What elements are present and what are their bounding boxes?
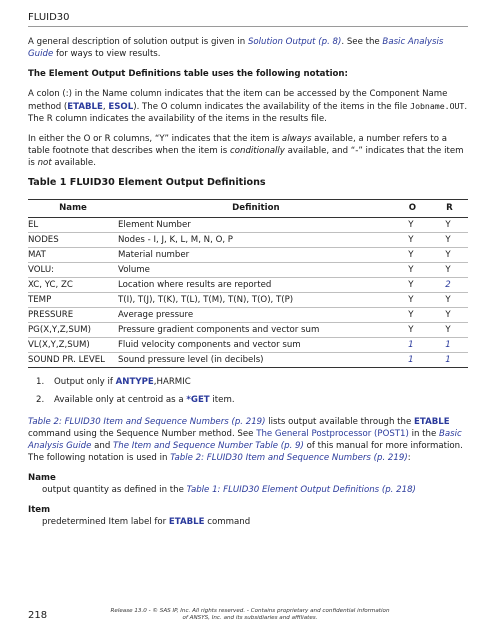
footnote-number: 2. — [36, 395, 45, 405]
link-basic-analysis-guide[interactable]: Basic Analysis Guide — [28, 429, 462, 451]
link-esol-command[interactable]: ESOL — [108, 102, 134, 112]
text-span: ,HARMIC — [153, 377, 191, 387]
footnote-number: 1. — [36, 377, 45, 387]
running-header-title: FLUID30 — [28, 12, 70, 23]
text-span: for ways to view results. — [53, 49, 161, 59]
text-span: : — [407, 453, 411, 463]
link-text: Table 1: FLUID30 Element Output Definitions — [186, 485, 380, 495]
page-content — [28, 36, 468, 536]
item-sequence-paragraph — [28, 416, 468, 464]
link-item-sequence-table[interactable] — [113, 441, 304, 451]
text-span: A colon (:) in the Name column indicates that the item can be accessed by the Component Name method ( — [28, 89, 448, 112]
intro-paragraph-3 — [28, 88, 468, 125]
cell-o: Y — [394, 218, 431, 233]
page-number: 218 — [28, 610, 48, 621]
element-output-table — [28, 199, 468, 368]
emphasis-conditionally: conditionally — [230, 146, 285, 156]
cell-name: XC, YC, ZC — [28, 278, 118, 293]
text-span: A general description of solution output is given in — [28, 37, 248, 47]
text-span: lists output available through the — [265, 417, 414, 427]
definition-desc-item — [42, 516, 468, 528]
table-row — [28, 323, 468, 338]
cell-definition: Location where results are reported — [118, 278, 394, 293]
text-span: , — [102, 102, 109, 112]
cell-definition: Sound pressure level (in decibels) — [118, 353, 394, 368]
footer-copyright — [110, 608, 390, 622]
link-etable-command[interactable]: ETABLE — [168, 517, 205, 527]
text-span: available, a number refers to a table footnote that describes when the item is — [28, 134, 448, 156]
cell-r-footnote-link[interactable]: 1 — [431, 338, 468, 353]
text-span: of this manual for more information. The following notation is used in — [28, 441, 463, 463]
text-span: Output only if — [54, 377, 116, 387]
footnote-1 — [36, 376, 468, 388]
table-row — [28, 293, 468, 308]
cell-r-footnote-link[interactable]: 2 — [431, 278, 468, 293]
link-text: Table 2: FLUID30 Item and Sequence Numbers — [28, 417, 229, 427]
intro-paragraph-4 — [28, 133, 468, 169]
cell-name: VOLU: — [28, 263, 118, 278]
definition-desc-name — [42, 484, 468, 496]
footer-line-2: of ANSYS, Inc. and its subsidiaries and affiliates. — [182, 615, 318, 621]
cell-name: PG(X,Y,Z,SUM) — [28, 323, 118, 338]
link-etable-command[interactable]: ETABLE — [414, 417, 450, 427]
header-r: R — [431, 200, 468, 218]
footer-line-1: Release 13.0 - © SAS IP, Inc. All rights reserved. - Contains proprietary and confidential information — [110, 608, 390, 614]
link-page-ref: (p. 219) — [228, 417, 266, 427]
table-row — [28, 338, 468, 353]
filename-jobname-out: Jobname.OUT — [410, 101, 465, 111]
text-span: available, and “-” indicates that the item is — [28, 146, 464, 168]
table-row — [28, 248, 468, 263]
cell-r: Y — [431, 263, 468, 278]
cell-definition: Average pressure — [118, 308, 394, 323]
cell-name: TEMP — [28, 293, 118, 308]
cell-o: Y — [394, 248, 431, 263]
link-basic-analysis-guide[interactable]: Basic Analysis Guide — [28, 37, 444, 59]
link-page-ref: (p. 9) — [278, 441, 304, 451]
cell-name: MAT — [28, 248, 118, 263]
cell-o: Y — [394, 293, 431, 308]
cell-definition: Nodes - I, J, K, L, M, N, O, P — [118, 233, 394, 248]
cell-definition: T(I), T(J), T(K), T(L), T(M), T(N), T(O), T(P) — [118, 293, 394, 308]
cell-r-footnote-link[interactable]: 1 — [431, 353, 468, 368]
table-row — [28, 263, 468, 278]
table-row — [28, 233, 468, 248]
table-row — [28, 218, 468, 233]
link-solution-output[interactable] — [248, 37, 341, 47]
cell-name: EL — [28, 218, 118, 233]
link-page-ref: (p. 8) — [315, 37, 342, 47]
definition-term-name: Name — [28, 473, 56, 483]
link-page-ref: (p. 219) — [370, 453, 408, 463]
link-table-2[interactable] — [28, 417, 266, 427]
emphasis-always: always — [281, 134, 312, 144]
notation-heading: The Element Output Definitions table uses the following notation: — [28, 69, 348, 79]
text-span: in the — [408, 429, 440, 439]
cell-r: Y — [431, 233, 468, 248]
cell-name: PRESSURE — [28, 308, 118, 323]
cell-o: Y — [394, 263, 431, 278]
cell-r: Y — [431, 248, 468, 263]
cell-r: Y — [431, 293, 468, 308]
table-row — [28, 278, 468, 293]
link-get-command[interactable]: *GET — [186, 395, 210, 405]
link-antype-command[interactable]: ANTYPE — [115, 377, 154, 387]
header-divider — [28, 26, 468, 27]
cell-name: NODES — [28, 233, 118, 248]
link-etable-command[interactable]: ETABLE — [67, 102, 103, 112]
link-text: Table 2: FLUID30 Item and Sequence Numbers — [170, 453, 371, 463]
link-table-1[interactable] — [187, 485, 416, 495]
text-span: item. — [209, 395, 235, 405]
cell-definition: Pressure gradient components and vector sum — [118, 323, 394, 338]
cell-o: Y — [394, 278, 431, 293]
emphasis-not: not — [37, 158, 52, 168]
cell-definition: Fluid velocity components and vector sum — [118, 338, 394, 353]
cell-name: SOUND PR. LEVEL — [28, 353, 118, 368]
cell-definition: Volume — [118, 263, 394, 278]
text-span: predetermined Item label for — [42, 517, 169, 527]
footnote-2 — [36, 394, 468, 406]
text-span: . The R column indicates the availability of the items in the results file. — [28, 102, 468, 124]
text-span: ). The O column indicates the availability of the items in the file — [133, 102, 411, 112]
intro-paragraph-1 — [28, 36, 468, 60]
header-definition: Definition — [118, 200, 394, 218]
cell-o-footnote-link[interactable]: 1 — [394, 353, 431, 368]
table-row — [28, 308, 468, 323]
link-page-ref: (p. 218) — [379, 485, 416, 495]
header-o: O — [394, 200, 431, 218]
text-span: command using the Sequence Number method. See — [28, 429, 257, 439]
link-general-postprocessor[interactable]: The General Postprocessor (POST1) — [256, 429, 409, 439]
table-row — [28, 353, 468, 368]
definition-term-item: Item — [28, 505, 51, 515]
cell-o-footnote-link[interactable]: 1 — [394, 338, 431, 353]
header-name: Name — [28, 200, 118, 218]
cell-definition: Material number — [118, 248, 394, 263]
cell-name: VL(X,Y,Z,SUM) — [28, 338, 118, 353]
text-span: output quantity as defined in the — [42, 485, 187, 495]
table-header-row — [28, 200, 468, 218]
cell-r: Y — [431, 218, 468, 233]
cell-o: Y — [394, 308, 431, 323]
text-span: Available only at centroid as a — [54, 395, 187, 405]
text-span: available. — [51, 158, 96, 168]
text-span: . See the — [341, 37, 383, 47]
cell-o: Y — [394, 233, 431, 248]
link-table-2[interactable] — [170, 453, 408, 463]
cell-definition: Element Number — [118, 218, 394, 233]
cell-r: Y — [431, 323, 468, 338]
text-span: and — [91, 441, 114, 451]
text-span: In either the O or R columns, “Y” indicates that the item is — [28, 134, 282, 144]
link-text: Solution Output — [247, 37, 316, 47]
link-text: The Item and Sequence Number Table — [113, 441, 279, 451]
text-span: command — [204, 517, 251, 527]
cell-r: Y — [431, 308, 468, 323]
table-footnotes — [36, 376, 468, 406]
table-title: Table 1 FLUID30 Element Output Definitions — [28, 177, 266, 188]
cell-o: Y — [394, 323, 431, 338]
